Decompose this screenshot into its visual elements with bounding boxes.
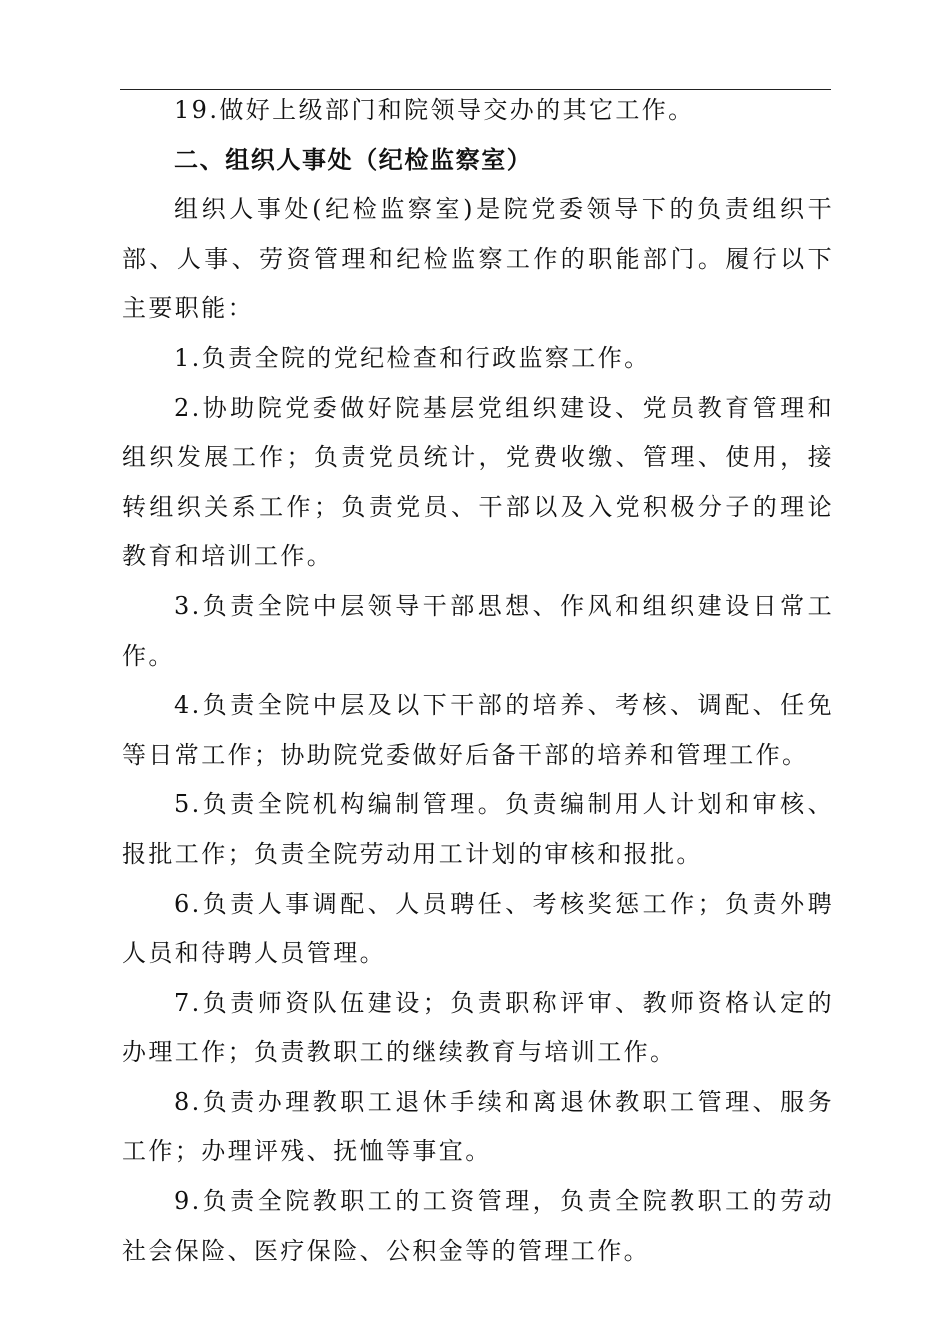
section-intro: 组织人事处(纪检监察室)是院党委领导下的负责组织干部、人事、劳资管理和纪检监察工作的职能部门。履行以下主要职能： bbox=[122, 195, 834, 323]
duty-item-8: 8.负责办理教职工退休手续和离退休教职工管理、服务工作；办理评残、抚恤等事宜。 bbox=[122, 1087, 834, 1166]
duty-item-1: 1.负责全院的党纪检查和行政监察工作。 bbox=[174, 343, 651, 372]
duty-item-5: 5.负责全院机构编制管理。负责编制用人计划和审核、报批工作；负责全院劳动用工计划的审核和报批。 bbox=[122, 790, 834, 868]
section-heading: 二、组织人事处（纪检监察室） bbox=[174, 145, 533, 174]
duty-item-3: 3.负责全院中层领导干部思想、作风和组织建设日常工作。 bbox=[122, 591, 834, 670]
document-body bbox=[122, 86, 834, 1276]
duty-item-9: 9.负责全院教职工的工资管理，负责全院教职工的劳动社会保险、医疗保险、公积金等的管理工作。 bbox=[122, 1187, 834, 1265]
duty-item-6: 6.负责人事调配、人员聘任、考核奖惩工作；负责外聘人员和待聘人员管理。 bbox=[122, 889, 834, 968]
duty-item-4: 4.负责全院中层及以下干部的培养、考核、调配、任免等日常工作；协助院党委做好后备干部的培养和管理工作。 bbox=[122, 691, 834, 769]
duty-item-7: 7.负责师资队伍建设；负责职称评审、教师资格认定的办理工作；负责教职工的继续教育与培训工作。 bbox=[122, 988, 834, 1067]
duty-item-2: 2.协助院党委做好院基层党组织建设、党员教育管理和组织发展工作；负责党员统计，党费收缴、管理、使用，接转组织关系工作；负责党员、干部以及入党积极分子的理论教育和培训工作。 bbox=[122, 393, 834, 571]
paragraph-item-19: 19.做好上级部门和院领导交办的其它工作。 bbox=[174, 96, 695, 124]
